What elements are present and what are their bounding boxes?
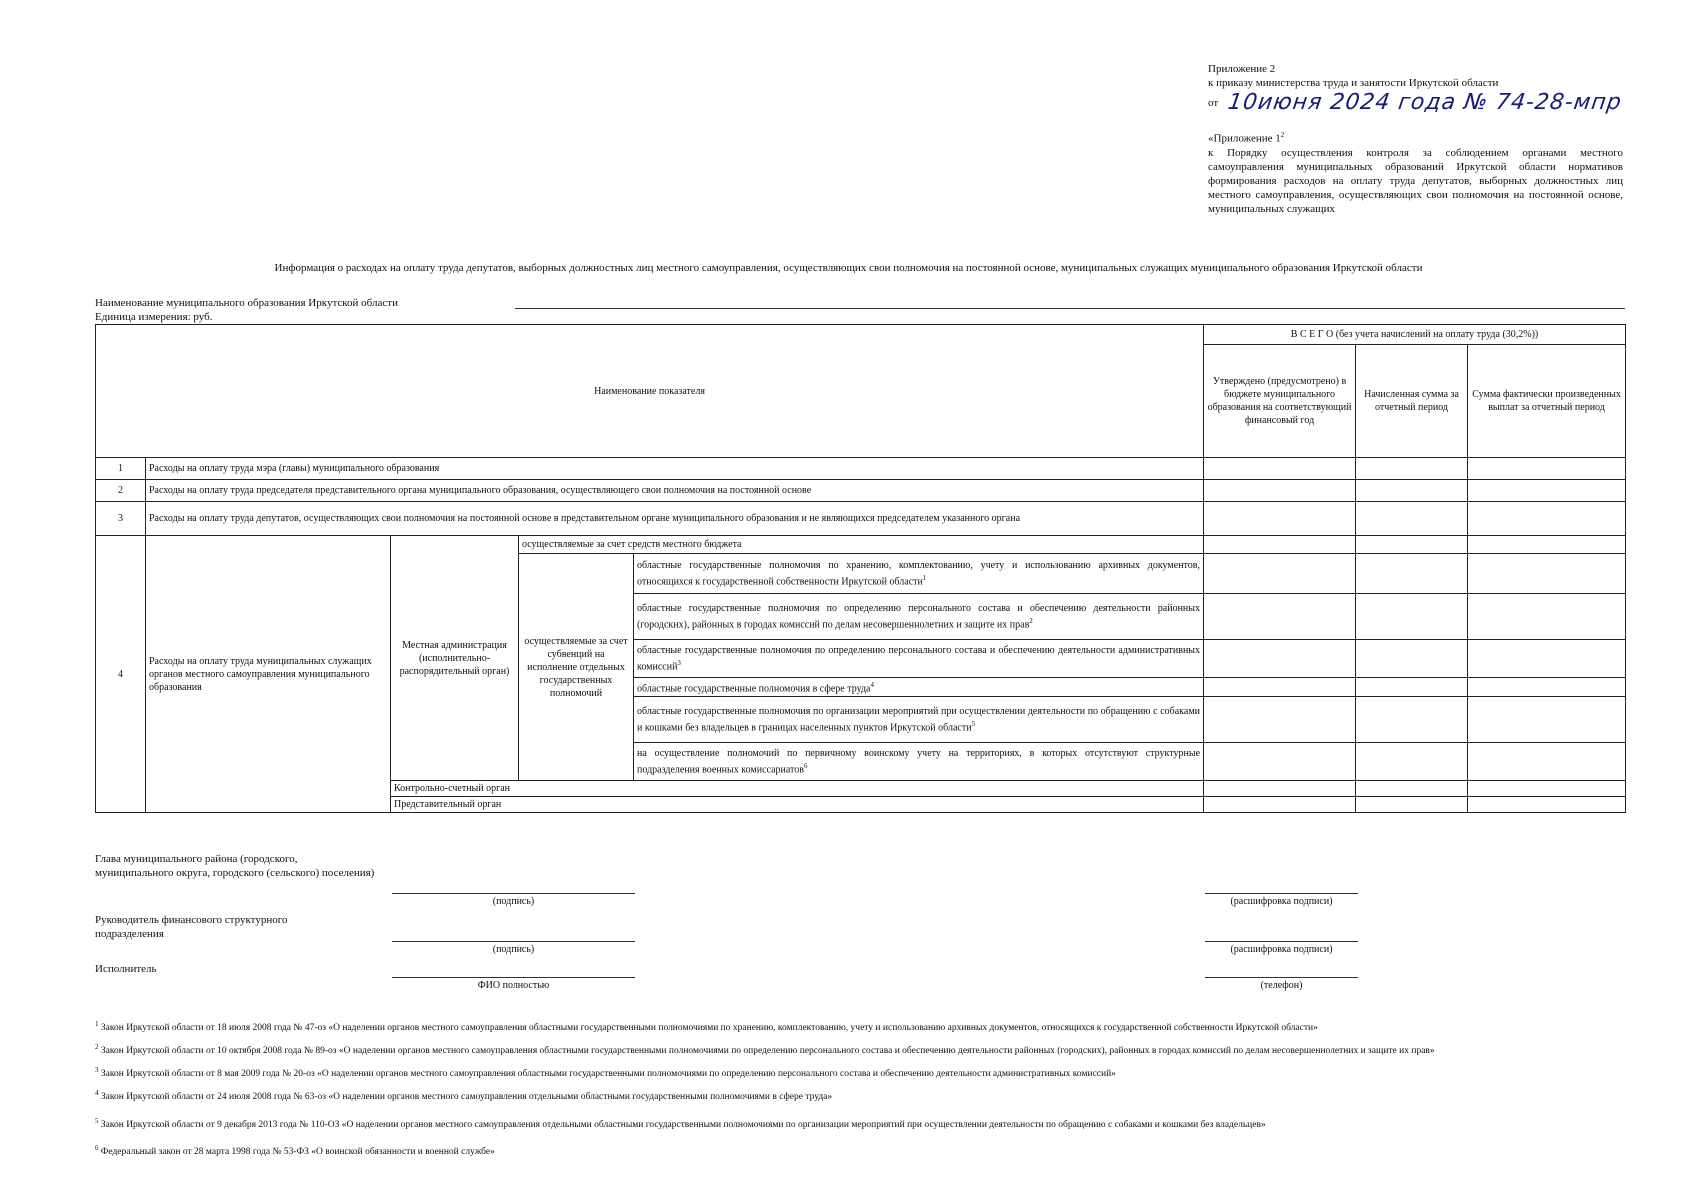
order-appendix-block (1208, 128, 1623, 216)
value-cell[interactable] (1356, 458, 1468, 480)
value-cell[interactable] (1468, 743, 1626, 781)
footnote: $^4$ Закон Иркутской области от 24 июля 2008 года № 63-оз «О наделении органов местного самоуправления отдельными областными государственными полномочиями в сфере труда» (95, 1089, 833, 1103)
col-approved: Утверждено (предусмотрено) в бюджете муниципального образования на соответствующий финансовый год (1204, 345, 1356, 458)
finance-label: Руководитель финансового структурного подразделения (95, 914, 288, 940)
document-title: Информация о расходах на оплату труда депутатов, выборных должностных лиц местного самоуправления, осуществляющих свои полномочия на постоянной основе, муниципальных служащих муниципального образования Иркутской области (274, 262, 1423, 274)
signature-caption: (подпись) (492, 944, 535, 955)
value-cell[interactable] (1204, 594, 1356, 640)
finance-decode-line[interactable] (1205, 941, 1358, 942)
value-cell[interactable] (1468, 640, 1626, 678)
decode-caption: (расшифровка подписи) (1230, 944, 1333, 955)
value-cell[interactable] (1204, 536, 1356, 554)
appendix-header (1208, 62, 1628, 90)
value-cell[interactable] (1204, 458, 1356, 480)
value-cell[interactable] (1468, 594, 1626, 640)
decode-caption: (расшифровка подписи) (1230, 896, 1333, 907)
table-row (96, 536, 1626, 554)
ref-appendix-sup: 2 (1280, 131, 1285, 139)
value-cell[interactable] (1356, 697, 1468, 743)
value-cell[interactable] (1468, 781, 1626, 797)
col-paid: Сумма фактически произведенных выплат за отчетный период (1468, 345, 1626, 458)
value-cell[interactable] (1204, 640, 1356, 678)
executor-label: Исполнитель (95, 963, 157, 975)
value-cell[interactable] (1204, 797, 1356, 813)
value-cell[interactable] (1356, 781, 1468, 797)
order-reference: к приказу министерства труда и занятости Иркутской области (1208, 77, 1499, 89)
value-cell[interactable] (1468, 554, 1626, 594)
value-cell[interactable] (1356, 480, 1468, 502)
appendix-number: Приложение 2 (1208, 63, 1276, 75)
table-row (96, 502, 1626, 536)
value-cell[interactable] (1356, 678, 1468, 697)
audit-label: Контрольно-счетный орган (391, 781, 1204, 797)
power-item: областные государственные полномочия по хранению, комплектованию, учету и использованию архивных документов, относящихся к государственной собственности Иркутской области$^1$ (634, 554, 1204, 594)
subventions-label: осуществляемые за счет субвенций на исполнение отдельных государственных полномочий (519, 554, 634, 781)
expenses-table (95, 324, 1626, 813)
value-cell[interactable] (1204, 743, 1356, 781)
head-label: Глава муниципального района (городского, муниципального округа, городского (сельского) поселения) (95, 853, 375, 879)
representative-label: Представительный орган (391, 797, 1204, 813)
head-signature-line[interactable] (392, 893, 635, 894)
fio-caption: ФИО полностью (477, 980, 550, 991)
total-header: В С Е Г О (без учета начислений на оплату труда (30,2%)) (1204, 325, 1626, 345)
ref-appendix: «Приложение 1 (1208, 132, 1281, 145)
power-item: областные государственные полномочия по определению персонального состава и обеспечению деятельности районных (городских), районных в городах комиссий по делам несовершеннолетних и защите их прав$^2$ (634, 594, 1204, 640)
footnote: $^5$ Закон Иркутской области от 9 декабря 2013 года № 110-ОЗ «О наделении органов местного самоуправления отдельными областными государственными полномочиями по организации мероприятий при осуществлении деятельности по обращению с собаками и кошками без владельцев» (95, 1116, 1266, 1130)
admin-label: Местная администрация (исполнительно-распорядительный орган) (391, 536, 519, 781)
value-cell[interactable] (1356, 640, 1468, 678)
row-number: 3 (96, 502, 146, 536)
footnote: $^6$ Федеральный закон от 28 марта 1998 года № 53-ФЗ «О воинской обязанности и военной службе» (95, 1143, 495, 1157)
value-cell[interactable] (1204, 554, 1356, 594)
value-cell[interactable] (1204, 781, 1356, 797)
local-budget-label: осуществляемые за счет средств местного бюджета (519, 536, 1204, 554)
value-cell[interactable] (1204, 502, 1356, 536)
value-cell[interactable] (1356, 502, 1468, 536)
value-cell[interactable] (1468, 480, 1626, 502)
footnotes (95, 1018, 1625, 1165)
value-cell[interactable] (1468, 536, 1626, 554)
row-number: 2 (96, 480, 146, 502)
value-cell[interactable] (1468, 502, 1626, 536)
value-cell[interactable] (1468, 697, 1626, 743)
footnote: $^1$ Закон Иркутской области от 18 июля 2008 года № 47-оз «О наделении органов местного самоуправления областными государственными полномочиями по хранению, комплектованию, учету и использованию архивных документов, относящихся к государственной собственности Иркутской области» (95, 1020, 1318, 1034)
date-prefix: от (1208, 97, 1219, 109)
head-decode-line[interactable] (1205, 893, 1358, 894)
value-cell[interactable] (1356, 743, 1468, 781)
value-cell[interactable] (1204, 678, 1356, 697)
footnote: $^3$ Закон Иркутской области от 8 мая 2009 года № 20-оз «О наделении органов местного самоуправления областными государственными полномочиями по определению персонального состава и обеспечению деятельности административных комиссий» (95, 1066, 1116, 1080)
row-number: 4 (96, 536, 146, 813)
indicator-header: Наименование показателя (96, 325, 1204, 458)
value-cell[interactable] (1356, 594, 1468, 640)
row-text: Расходы на оплату труда председателя представительного органа муниципального образования, осуществляющего свои полномочия на постоянной основе (146, 480, 1204, 502)
signature-caption: (подпись) (492, 896, 535, 907)
power-item: на осуществление полномочий по первичному воинскому учету на территориях, в которых отсутствуют структурные подразделения военных комиссариатов$^6$ (634, 743, 1204, 781)
row-number: 1 (96, 458, 146, 480)
row-text: Расходы на оплату труда муниципальных служащих органов местного самоуправления муниципального образования (146, 536, 391, 813)
municipality-input-line (515, 308, 1625, 309)
value-cell[interactable] (1356, 554, 1468, 594)
value-cell[interactable] (1204, 697, 1356, 743)
footnote: $^2$ Закон Иркутской области от 10 октября 2008 года № 89-оз «О наделении органов местного самоуправления областными государственными полномочиями по определению персонального состава и обеспечению деятельности районных (городских), районных в городах комиссий по делам несовершеннолетних и защите их прав» (95, 1043, 1435, 1057)
value-cell[interactable] (1468, 458, 1626, 480)
finance-signature-line[interactable] (392, 941, 635, 942)
value-cell[interactable] (1468, 678, 1626, 697)
col-accrued: Начисленная сумма за отчетный период (1356, 345, 1468, 458)
power-item: областные государственные полномочия по определению персонального состава и обеспечению деятельности административных комиссий$^3$ (634, 640, 1204, 678)
row-text: Расходы на оплату труда мэра (главы) муниципального образования (146, 458, 1204, 480)
order-text: к Порядку осуществления контроля за соблюдением органами местного самоуправления муниципальных образований Иркутской области нормативов формирования расходов на оплату труда депутатов, выборных должностных лиц местного самоуправления, осуществляющих свои полномочия на постоянной основе, муниципальных служащих (1208, 146, 1623, 215)
value-cell[interactable] (1204, 480, 1356, 502)
table-row (96, 458, 1626, 480)
table-row (96, 480, 1626, 502)
value-cell[interactable] (1356, 536, 1468, 554)
row-text: Расходы на оплату труда депутатов, осуществляющих свои полномочия на постоянной основе в представительном органе муниципального образования и не являющихся председателем указанного органа (146, 502, 1204, 536)
executor-fio-line[interactable] (392, 977, 635, 978)
power-item: областные государственные полномочия по организации мероприятий при осуществлении деятельности по обращению с собаками и кошками без владельцев в границах населенных пунктов Иркутской области$^5$ (634, 697, 1204, 743)
unit-label: Единица измерения: руб. (95, 311, 213, 323)
value-cell[interactable] (1468, 797, 1626, 813)
value-cell[interactable] (1356, 797, 1468, 813)
municipality-label: Наименование муниципального образования Иркутской области (95, 297, 398, 309)
power-item: областные государственные полномочия в сфере труда$^4$ (634, 678, 1204, 697)
handwritten-date: 10июня 2024 года № 74-28-мпр (1226, 90, 1624, 115)
executor-phone-line[interactable] (1205, 977, 1358, 978)
phone-caption: (телефон) (1260, 980, 1303, 991)
